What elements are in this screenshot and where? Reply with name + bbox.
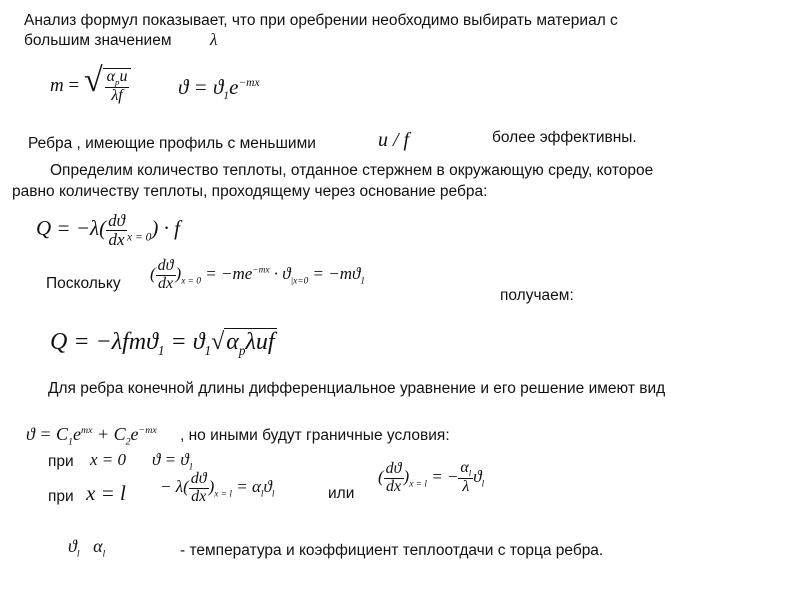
finite-text: Для ребра конечной длины дифференциальное уравнение и его решение имеют вид (48, 380, 666, 397)
lambda-uf: λuf (245, 329, 275, 355)
p-subscript: p (115, 77, 120, 88)
e-symbol: e (229, 75, 239, 99)
q-final-mid: = ϑ (164, 329, 205, 355)
mx-neg: −mx (138, 425, 157, 436)
lambda-f: λf (111, 87, 123, 105)
mx-pos: mx (80, 425, 93, 436)
xl-sub: x = l (214, 489, 233, 500)
e-mx: e (72, 424, 81, 444)
two-sub: 2 (125, 436, 131, 448)
x-eq-0: x = 0 (90, 450, 127, 469)
formula-theta (178, 75, 260, 102)
m-fraction (103, 68, 132, 105)
eq-minus: = − (426, 467, 459, 487)
eq-alpha: = α (232, 477, 261, 497)
rhs-since: = −me (201, 264, 253, 284)
formula-q-final: $Q = -\lambda fmϑ_1 = ϑ_1√\alpha_p\lambda uf$ (50, 329, 275, 358)
alpha-sym: α (93, 536, 103, 556)
at-text-1: при (48, 453, 74, 470)
lambda-symbol: λ (210, 30, 218, 49)
formula-q (36, 212, 180, 249)
boundary-text: , но иными будут граничные условия: (180, 427, 450, 444)
theta-l: ϑ (263, 477, 272, 497)
obtain-text: получаем: (500, 287, 574, 304)
q-final-lhs: Q = −λfmϑ (50, 329, 158, 355)
dtheta-num-2: dϑ (157, 257, 174, 274)
one-sub-4: 1 (157, 342, 165, 358)
lambda-den: λ (462, 478, 470, 496)
p-sub-2: p (238, 342, 246, 358)
plus-c2: + C (92, 424, 126, 444)
minus-lambda: − λ( (160, 477, 189, 497)
formula-bc1: − λ( $\frac{dϑ}{dx}$ )$_{x = l} = \alpha_lϑ_l$ (160, 470, 275, 505)
dot-theta: · ϑ (269, 264, 291, 284)
dtheta-num-4: dϑ (385, 459, 402, 477)
ribs-suffix: более эффективны. (492, 129, 637, 146)
ribs-text: Ребра , имеющие профиль с меньшими (28, 135, 316, 152)
u-over-f: u / f (378, 129, 410, 151)
formula-solution (26, 424, 157, 448)
equals-sign: = (68, 75, 80, 96)
alpha-symbol: α (106, 68, 116, 86)
l-sub-4: l (481, 479, 485, 490)
dx-den-3: dx (191, 487, 207, 505)
l-sub-1: l (260, 489, 264, 500)
formula-bc2: ( $\frac{dϑ}{dx}$ )$_{x = l}$ = − $\frac{\alpha_l}{\lambda}$ $ϑ_l$ (378, 459, 485, 496)
theta-sym: ϑ (473, 467, 482, 487)
or-text: или (328, 485, 355, 502)
m-symbol: m (50, 75, 64, 96)
l-sub-5: l (76, 548, 80, 560)
dx-den-2: dx (158, 274, 174, 292)
xl-sub-2: x = l (409, 479, 427, 490)
l-sub-2: l (271, 489, 275, 500)
determine-line-1: Определим количество теплоты, отданное стержнем в окружающую среду, которое (50, 162, 654, 179)
one-sub-3: 1 (360, 276, 365, 287)
l-sub-6: l (102, 548, 106, 560)
one-sub-5: 1 (204, 342, 212, 358)
paren-2: ( (378, 467, 384, 487)
at-text-2: при (48, 488, 74, 505)
formula-m: m = √ $\frac{\alpha_pu}{\lambda f}$ (50, 62, 131, 105)
u-symbol: u (119, 68, 128, 86)
eq-mtheta: = −mϑ (308, 264, 361, 284)
determine-line-2: равно количеству теплоты, проходящему через основание ребра: (12, 183, 488, 200)
alpha-num: α (460, 459, 469, 476)
dx-den: dx (108, 229, 125, 249)
l-sub-3: l (468, 468, 472, 479)
x0-sub: x = 0 (126, 231, 152, 244)
one-sub-6: 1 (68, 436, 73, 448)
intro-line-2: большим значением (24, 32, 172, 49)
dx-den-4: dx (386, 477, 402, 495)
one-subscript: 1 (223, 90, 230, 103)
e-mx-2: e (130, 424, 139, 444)
sol-lhs: ϑ = C (26, 424, 68, 444)
temp-desc-text: - температура и коэффициент теплоотдачи с торца ребра. (180, 542, 604, 559)
theta-eq: ϑ = ϑ (178, 75, 224, 99)
formula-since: ( $\frac{dϑ}{dx}$ )$_{x = 0} = -me^{-mx} \cdot ϑ_{|x=0} = -mϑ_1$ (150, 257, 365, 292)
alpha-rad: α (226, 329, 239, 355)
intro-line-1: Анализ формул показывает, что при оребрении необходимо выбирать материал с (24, 12, 618, 29)
dtheta-num: dϑ (108, 211, 125, 230)
one-sub-7: 1 (188, 462, 194, 473)
paren: ( (150, 264, 156, 284)
since-text: Поскольку (46, 275, 121, 292)
theta-l-alpha-l (68, 536, 105, 560)
dot-f: ) · f (151, 216, 180, 241)
mx-exp-2: −mx (252, 265, 270, 276)
x0-sub-2: x = 0 (181, 276, 201, 287)
dtheta-num-3: dϑ (190, 470, 207, 487)
mx-exponent: −mx (238, 77, 260, 89)
theta-eq-theta1 (152, 450, 193, 472)
theta-eq-2: ϑ = ϑ (152, 450, 189, 469)
theta-sym-2: ϑ (68, 536, 77, 556)
q-lhs: Q = −λ( (36, 216, 107, 241)
x-eq-l: x = l (86, 481, 126, 505)
bar-x0: |x=0 (290, 276, 309, 287)
